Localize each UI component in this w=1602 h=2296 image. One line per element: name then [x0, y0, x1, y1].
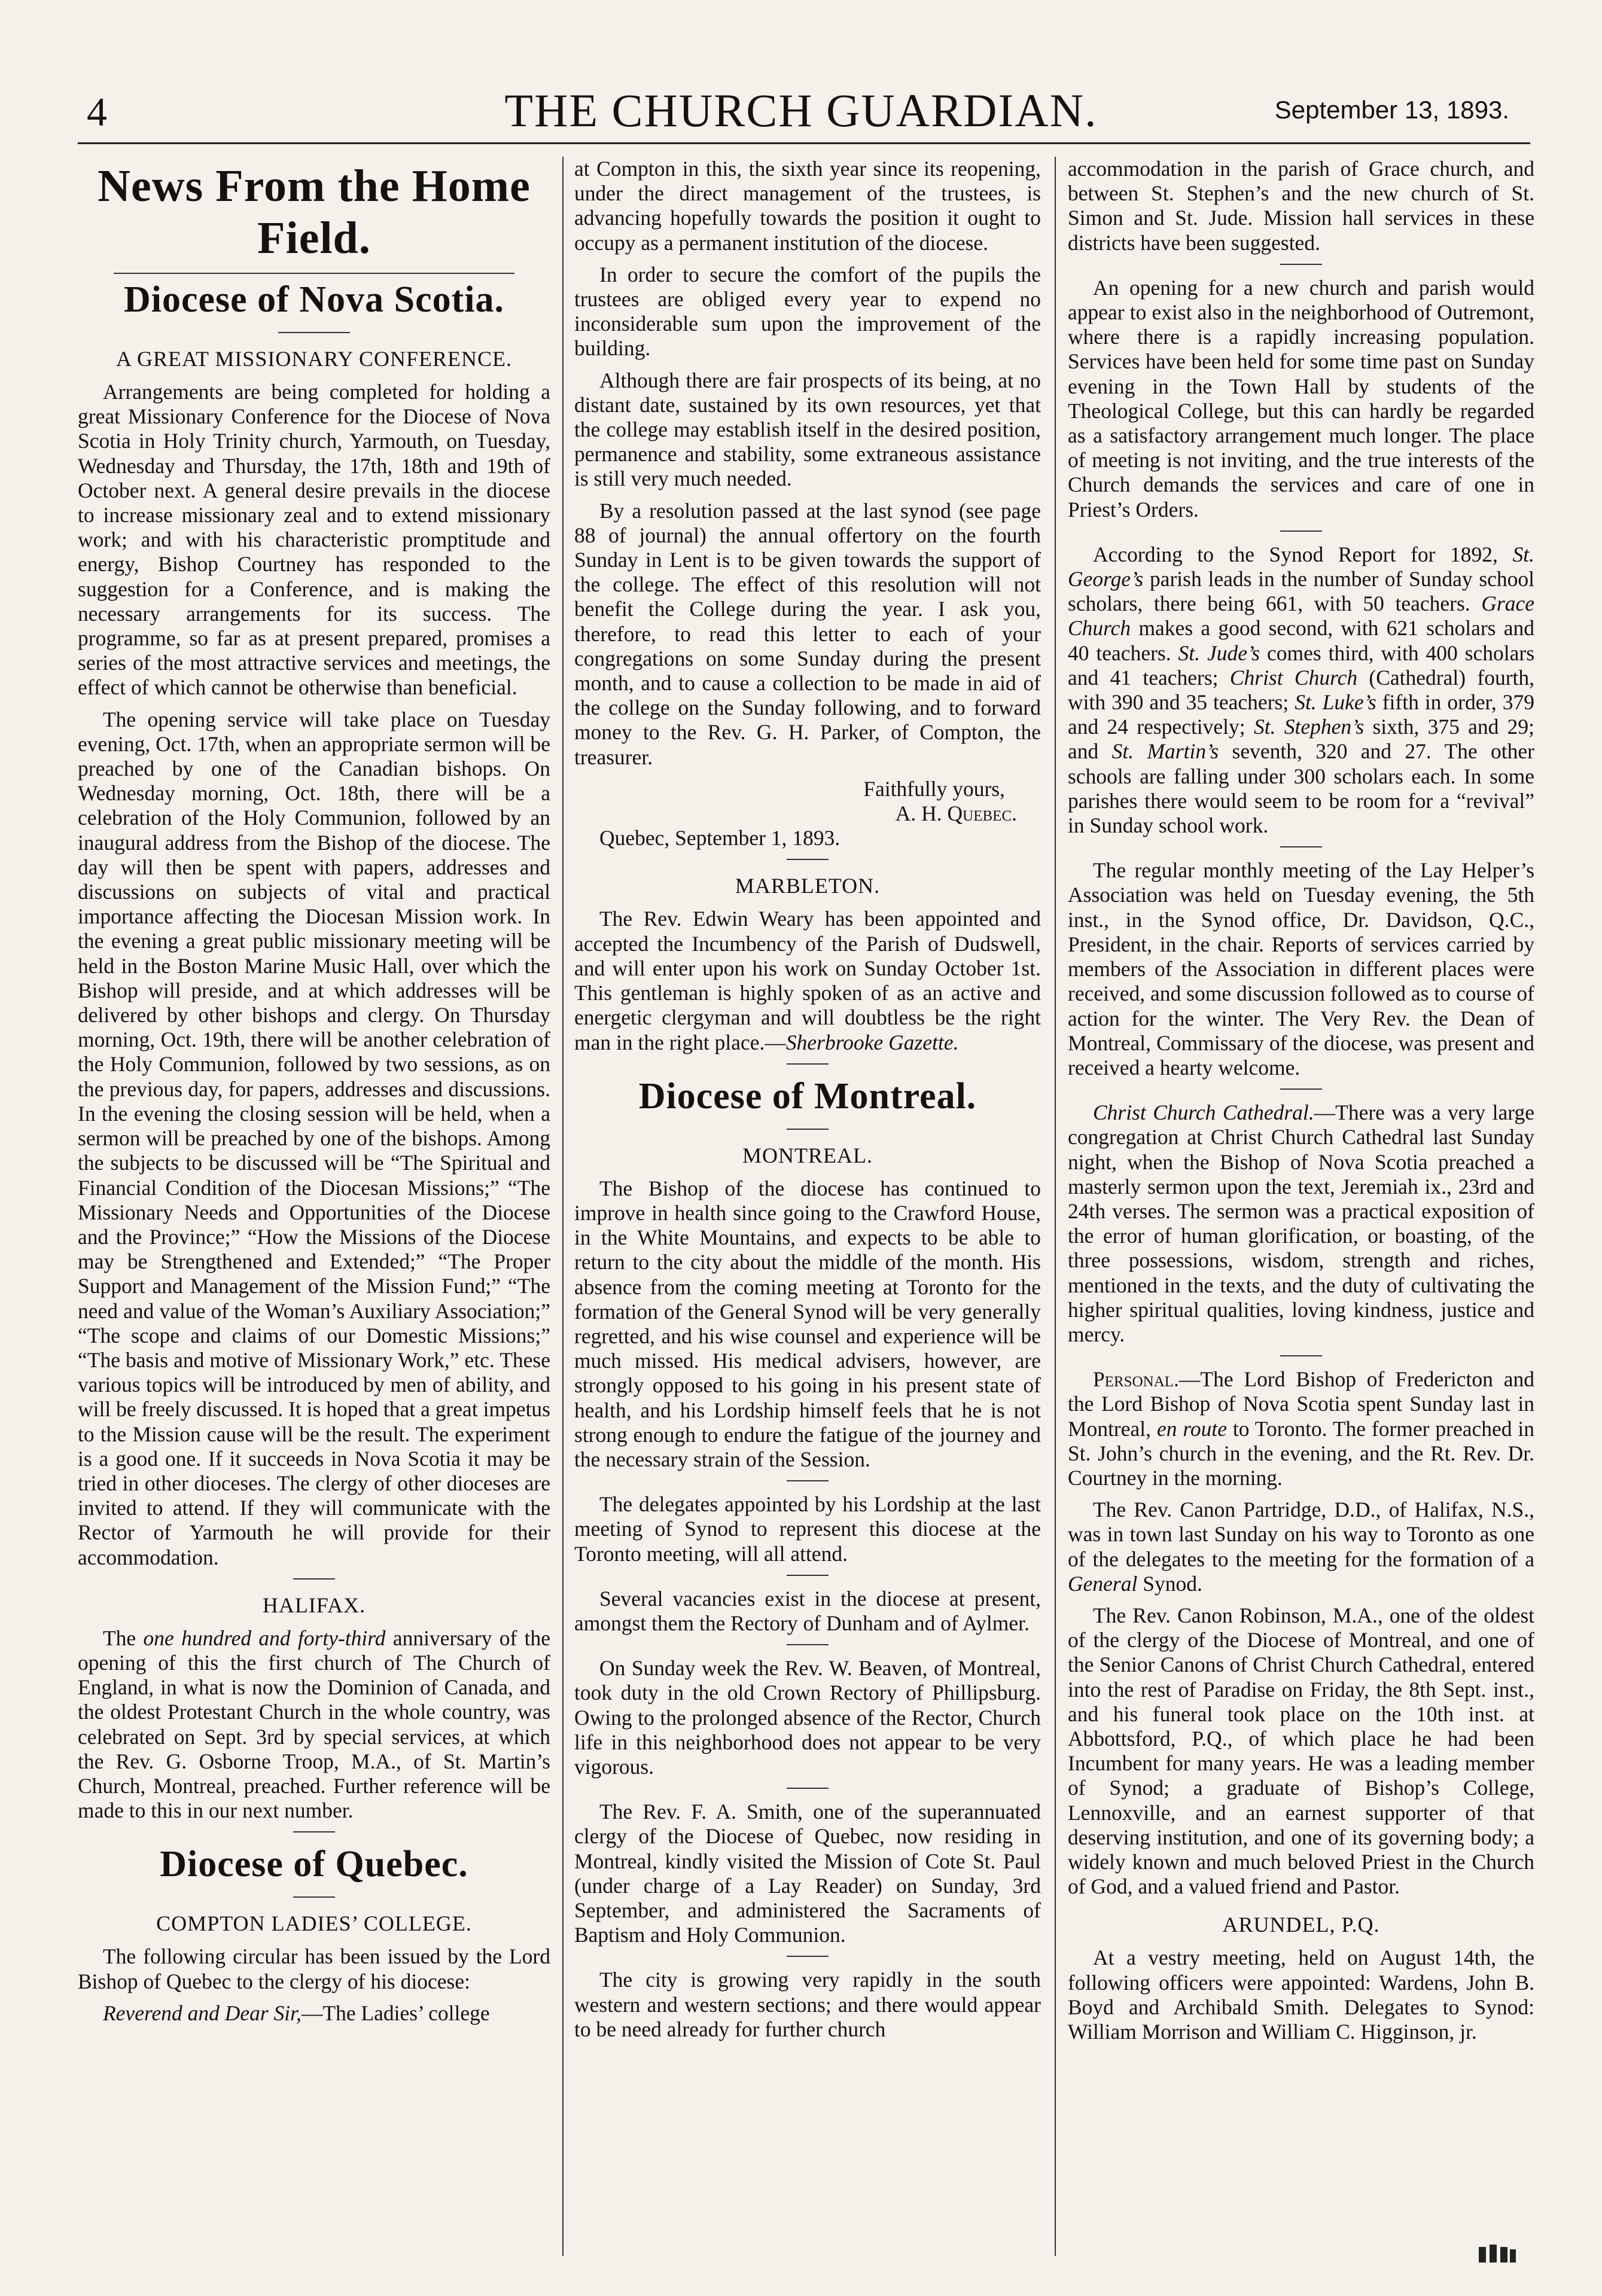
article-heading: COMPTON LADIES’ COLLEGE.	[156, 1911, 472, 1936]
article-heading: MARBLETON.	[735, 874, 881, 898]
masthead-rule	[78, 142, 1530, 144]
newspaper-title: THE CHURCH GUARDIAN.	[504, 84, 1098, 136]
divider	[787, 1480, 829, 1481]
article-paragraph: The regular monthly meeting of the Lay Helper’s Association was held on Tuesday evening, the 5th inst., in the Synod office, Dr. Davidson, Q.C., President, in the chair. Reports of services carried by members of the Association in different places were received, and some discussion followed as to course of action for the winter. The Very Rev. the Dean of Montreal, Commissary of the diocese, was present and received a hearty welcome.	[1068, 858, 1534, 1080]
divider	[787, 1644, 829, 1645]
ornament-icon	[1476, 2242, 1518, 2266]
article-paragraph: On Sunday week the Rev. W. Beaven, of Montreal, took duty in the old Crown Rectory of Phillipsburg. Owing to the prolonged absence of the Rector, Church life in this neighborhood does not appear to be very vigorous.	[574, 1656, 1041, 1779]
article-paragraph: accommodation in the parish of Grace church, and between St. Stephen’s and the new church of St. Simon and St. Jude. Mission hall services in these districts have been suggested.	[1068, 157, 1534, 255]
article-paragraph: at Compton in this, the sixth year since its reopening, under the direct management of the trustees, is advancing hopefully towards the position it ought to occupy as a permanent institution of the diocese.	[574, 157, 1041, 255]
divider	[293, 1831, 335, 1832]
divider	[1280, 264, 1322, 265]
article-paragraph: Several vacancies exist in the diocese at present, amongst them the Rectory of Dunham and of Aylmer.	[574, 1586, 1041, 1635]
article-heading: A GREAT MISSIONARY CONFERENCE.	[115, 347, 513, 371]
article-paragraph: The one hundred and forty-third anniversary of the opening of this the first church of The Church of England, in what is now the Dominion of Canada, and the oldest Protestant Church in the whole country, was celebrated on Sept. 3rd by special services, at which the Rev. G. Osborne Troop, M.A., of St. Martin’s Church, Montreal, preached. Further reference will be made to this in our next number.	[78, 1626, 550, 1823]
masthead	[0, 0, 1602, 144]
divider	[114, 273, 514, 274]
divider	[1280, 846, 1322, 847]
article-paragraph: The city is growing very rapidly in the south western and western sections; and there would appear to be need already for further church	[574, 1968, 1041, 2041]
column-2	[574, 157, 1041, 2262]
divider	[293, 1578, 335, 1580]
divider	[1280, 1088, 1322, 1090]
article-paragraph: In order to secure the comfort of the pupils the trustees are obliged every year to expend no inconsiderable sum upon the improvement of the building.	[574, 262, 1041, 361]
issue-date: September 13, 1893.	[1274, 96, 1509, 124]
article-paragraph: Christ Church Cathedral.—There was a very large congregation at Christ Church Cathedral last Sunday night, when the Bishop of Nova Scotia preached a masterly sermon upon the text, Jeremiah ix., 23rd and 24th verses. The sermon was a practical exposition of the error of human glorification, or boasting, of the three possessions, wisdom, strength and riches, mentioned in the texts, and the duty of cultivating the higher spiritual qualities, loving kindness, justice and mercy.	[1068, 1100, 1534, 1346]
section-title: News From the Home Field.	[98, 161, 531, 263]
article-paragraph: An opening for a new church and parish would appear to exist also in the neighborhood of Outremont, where there is a rapidly increasing population. Services have been held for some time past on Sunday evening in the Town Hall by students of the Theological College, but this can hardly be regarded as a satisfactory arrangement much longer. The place of meeting is not inviting, and the true interests of the Church demands the services and care of one in Priest’s Orders.	[1068, 275, 1534, 522]
article-paragraph: The Rev. Edwin Weary has been appointed and accepted the Incumbency of the Parish of Dudswell, and will enter upon his work on Sunday October 1st. This gentleman is highly spoken of as an active and energetic clergyman and will doubtless be the right man in the right place.—Sherbrooke Gazette.	[574, 907, 1041, 1054]
letter-date: Quebec, September 1, 1893.	[599, 826, 840, 850]
divider	[1280, 1355, 1322, 1356]
column-divider	[562, 157, 564, 2256]
divider	[787, 1575, 829, 1576]
article-paragraph: The Bishop of the diocese has continued to improve in health since going to the Crawford House, in the White Mountains, and expects to be able to return to the city about the middle of the month. His absence from the coming meeting at Toronto for the formation of the General Synod will be very generally regretted, and his wise counsel and experience will be much missed. His medical advisers, however, are strongly opposed to his going in his present state of health, and his Lordship himself feels that he is not strong enough to endure the fatigue of the journey and the necessary strain of the Session.	[574, 1176, 1041, 1471]
article-heading: MONTREAL.	[742, 1143, 873, 1167]
printer-ornament	[1476, 2242, 1518, 2272]
article-paragraph: By a resolution passed at the last synod (see page 88 of journal) the annual offertory on the fourth Sunday in Lent is to be given towards the support of the college. The effect of this resolution will not benefit the College during the year. I ask you, therefore, to read this letter to each of your congregations on some Sunday during the present month, and to cause a collection to be made in aid of the college on the Sunday following, and to forward money to the Rev. G. H. Parker, of Compton, the treasurer.	[574, 498, 1041, 769]
divider	[278, 332, 350, 333]
letter-signature: A. H. Quebec.	[895, 801, 1017, 826]
column-3	[1068, 157, 1534, 2262]
divider	[787, 1063, 829, 1065]
page-number: 4	[87, 89, 107, 135]
article-paragraph: Arrangements are being completed for holding a great Missionary Conference for the Diocese of Nova Scotia in Holy Trinity church, Yarmouth, on Tuesday, Wednesday and Thursday, the 17th, 18th and 19th of October next. A general desire prevails in the diocese to increase missionary zeal and to extend missionary work; and with his characteristic promptitude and energy, Bishop Courtney has responded to the suggestion for a Conference, and is making the necessary arrangements for its success. The programme, so far as at present prepared, promises a series of the most attractive services and meetings, the effect of which cannot be otherwise than beneficial.	[78, 380, 550, 700]
article-paragraph: Personal.—The Lord Bishop of Fredericton and the Lord Bishop of Nova Scotia spent Sunday last in Montreal, en route to Toronto. The former preached in St. John’s church in the evening, and the Rt. Rev. Dr. Courtney in the morning.	[1068, 1367, 1534, 1490]
article-paragraph: According to the Synod Report for 1892, St. George’s parish leads in the number of Sunday school scholars, there being 661, with 50 teachers. Grace Church makes a good second, with 621 scholars and 40 teachers. St. Jude’s comes third, with 400 scholars and 41 teachers; Christ Church (Cathedral) fourth, with 390 and 35 teachers; St. Luke’s fifth in order, 379 and 24 respectively; St. Stephen’s sixth, 375 and 29; and St. Martin’s seventh, 320 and 27. The other schools are falling under 300 scholars each. In some parishes there would seem to be room for a “revival” in Sunday school work.	[1068, 542, 1534, 838]
article-paragraph: The Rev. Canon Partridge, D.D., of Halifax, N.S., was in town last Sunday on his way to Toronto as one of the delegates to the meeting for the formation of a General Synod.	[1068, 1498, 1534, 1596]
article-heading: HALIFAX.	[262, 1593, 366, 1617]
divider	[787, 1129, 829, 1130]
article-paragraph: Although there are fair prospects of its being, at no distant date, sustained by its own resources, yet that the college may establish itself in the desired position, permanence and stability, some extraneous assistance is still very much needed.	[574, 368, 1041, 491]
diocese-heading: Diocese of Quebec.	[160, 1844, 468, 1885]
divider	[1280, 530, 1322, 532]
article-paragraph: The Rev. Canon Robinson, M.A., one of the oldest of the clergy of the Diocese of Montreal, and one of the Senior Canons of Christ Church Cathedral, entered into the rest of Paradise on Friday, the 8th Sept. inst., and his funeral took place on the 10th inst. at Abbottsford, P.Q., of which place he had been Incumbent for many years. He was a leading member of Synod; a graduate of Bishop’s College, Lennoxville, and an earnest supporter of that deserving institution, and one of its governing body; a widely known and much beloved Priest in the Church of God, and a valued friend and Pastor.	[1068, 1603, 1534, 1899]
diocese-heading: Diocese of Nova Scotia.	[124, 279, 504, 320]
article-paragraph: At a vestry meeting, held on August 14th, the following officers were appointed: Wardens, John B. Boyd and Archibald Smith. Delegates to Synod: William Morrison and William C. Higginson, jr.	[1068, 1946, 1534, 2044]
article-paragraph: The following circular has been issued by the Lord Bishop of Quebec to the clergy of his diocese:	[78, 1944, 550, 1993]
letter-closing: Faithfully yours,	[863, 776, 1005, 801]
article-paragraph: The opening service will take place on Tuesday evening, Oct. 17th, when an appropriate sermon will be preached by one of the Canadian bishops. On Wednesday morning, Oct. 18th, there will be a celebration of the Holy Communion, followed by an inaugural address from the Bishop of the diocese. The day will then be spent with papers, addresses and discussions on subjects of vital and practical importance affecting the Diocesan Mission work. In the evening a great public missionary meeting will be held in the Boston Marine Music Hall, over which the Bishop will preside, and at which addresses will be delivered by other bishops and clergy. On Thursday morning, Oct. 19th, there will be another celebration of the Holy Communion, followed by two sessions, as on the previous day, for papers, addresses and discussions. In the evening the closing session will be held, when a sermon will be preached by one of the bishops. Among the subjects to be discussed will be “The Spiritual and Financial Condition of the Diocesan Missions;” “The Missionary Needs and Opportunities of the Diocese and the Province;” “How the Missions of the Diocese may be Strengthened and Extended;” “The Proper Support and Management of the Mission Fund;” “The need and value of the Woman’s Auxiliary Association;” “The scope and claims of our Domestic Missions;” “The basis and motive of Missionary Work,” etc. These various topics will be introduced by men of ability, and will be freely discussed. It is hoped that a great impetus to the Mission cause will be the result. The experiment is a good one. If it succeeds in Nova Scotia it may be tried in other dioceses. The clergy of other dioceses are invited to attend. If they will communicate with the Rector of Yarmouth he will provide for their accommodation.	[78, 707, 550, 1569]
article-heading: ARUNDEL, P.Q.	[1222, 1913, 1380, 1937]
divider	[787, 859, 829, 860]
divider	[787, 1788, 829, 1789]
column-1	[78, 157, 550, 2262]
letter-salutation: Reverend and Dear Sir,—The Ladies’ college	[103, 2001, 490, 2025]
column-divider	[1055, 157, 1056, 2256]
diocese-heading: Diocese of Montreal.	[638, 1075, 977, 1117]
divider	[293, 1896, 335, 1898]
divider	[787, 1956, 829, 1957]
article-paragraph: The Rev. F. A. Smith, one of the superannuated clergy of the Diocese of Quebec, now residing in Montreal, kindly visited the Mission of Cote St. Paul (under charge of a Lay Reader) on Sunday, 3rd September, and administered the Sacraments of Baptism and Holy Communion.	[574, 1800, 1041, 1947]
article-paragraph: The delegates appointed by his Lordship at the last meeting of Synod to represent this diocese at the Toronto meeting, will all attend.	[574, 1492, 1041, 1566]
